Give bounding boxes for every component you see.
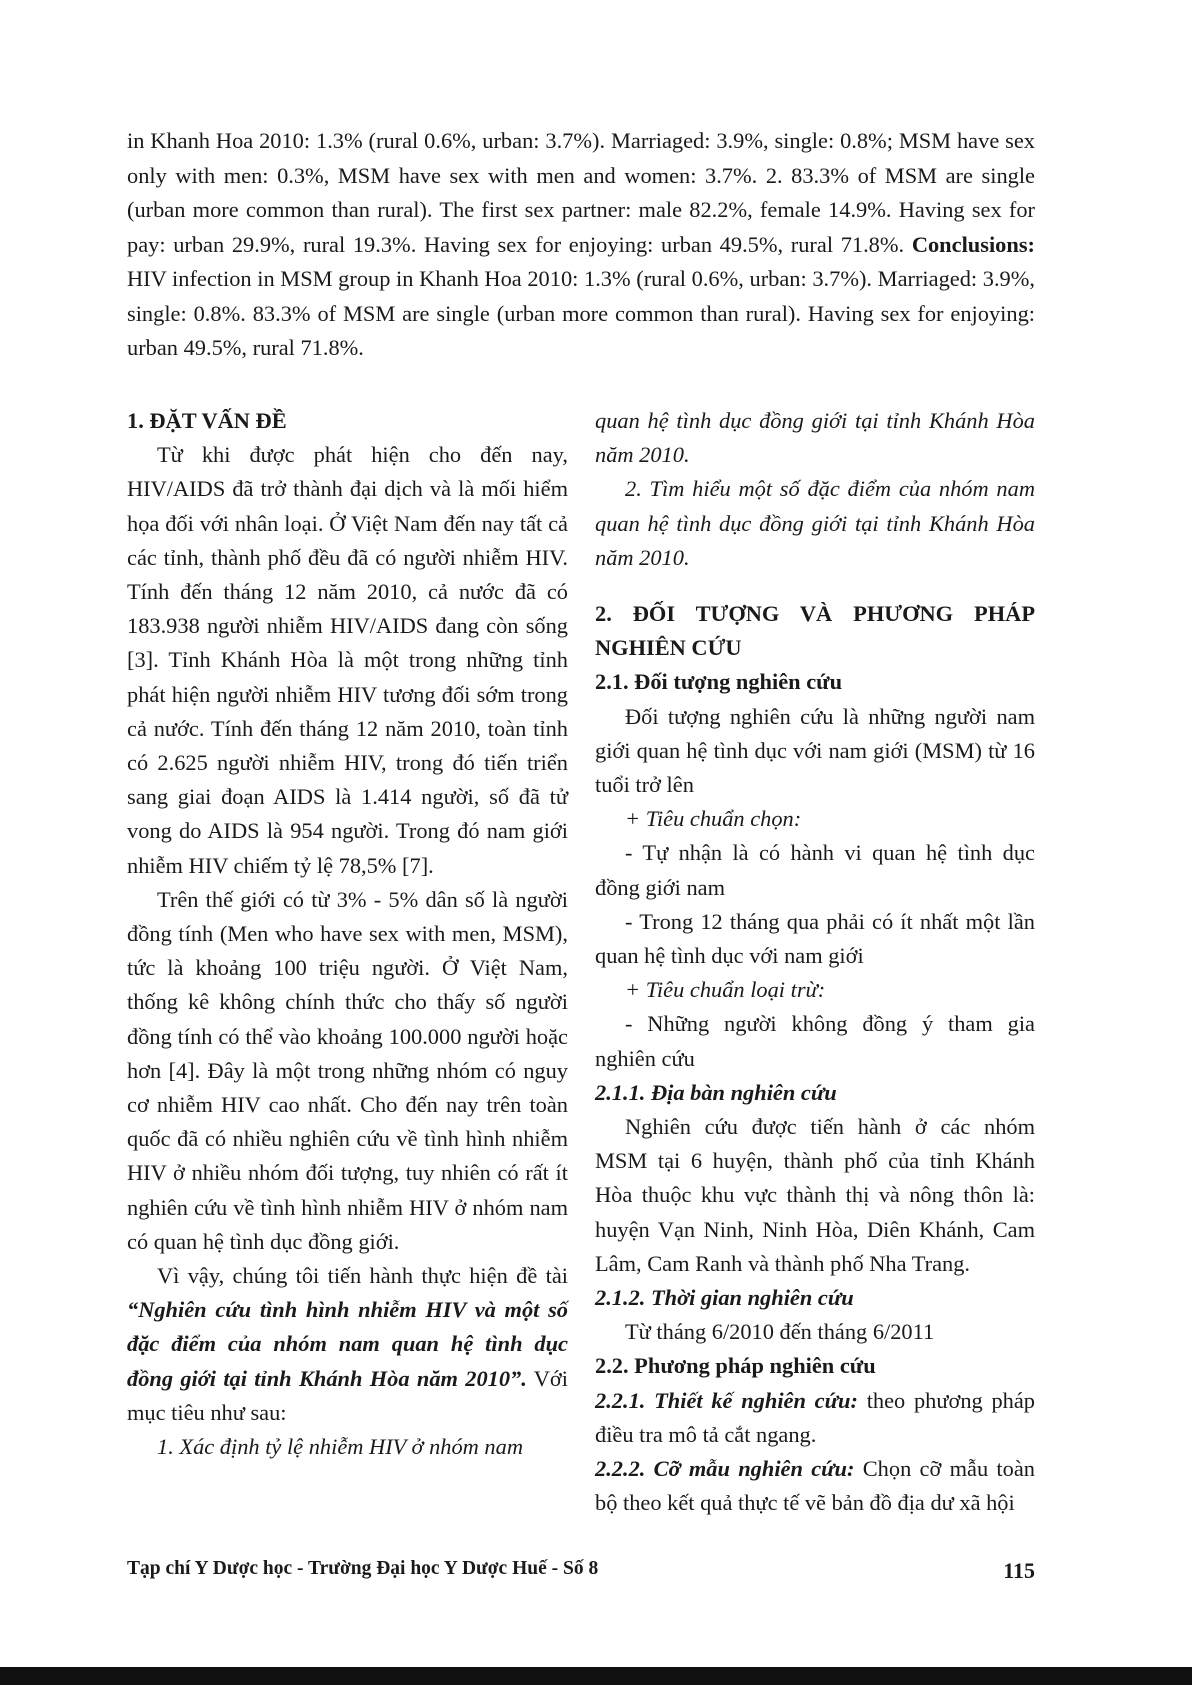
abstract-conclusions-text: HIV infection in MSM group in Khanh Hoa 2010: 1.3% (rural 0.6%, urban: 3.7%). Marriaged: 3.9%, single: 0.8%. 83.3% of MSM are single (urban more common than rural). Having sex for enjoying: urban 49.5%, rural 71.8%. [127, 266, 1035, 360]
subsection-2-2-2-heading: 2.2.2. Cỡ mẫu nghiên cứu: [595, 1456, 855, 1482]
inclusion-criterion-1: - Tự nhận là có hành vi quan hệ tình dục đồng giới nam [595, 840, 1035, 900]
objective-1-continued: quan hệ tình dục đồng giới tại tỉnh Khánh Hòa năm 2010. [595, 408, 1035, 468]
page-number: 115 [1003, 1558, 1035, 1583]
right-column [595, 404, 1035, 1521]
subjects-paragraph: Đối tượng nghiên cứu là những người nam giới quan hệ tình dục với nam giới (MSM) từ 16 tuổi trở lên [595, 703, 1035, 798]
intro-objective-lead: Với mục tiêu như sau: [127, 1365, 568, 1425]
left-column [127, 404, 568, 1464]
abstract-results-text: in Khanh Hoa 2010: 1.3% (rural 0.6%, urban: 3.7%). Marriaged: 3.9%, single: 0.8%; MSM have sex only with men: 0.3%, MSM have sex with men and women: 3.7%. 2. 83.3% of MSM are single (urban more common than rural). The first sex partner: male 82.2%, female 14.9%. Having sex for pay: urban 29.9%, rural 19.3%. Having sex for enjoying: urban 49.5%, rural 71.8%. [127, 128, 1035, 257]
exclusion-criteria-label: + Tiêu chuẩn loại trừ: [625, 977, 826, 1003]
sample-size-text: Chọn cỡ mẫu toàn bộ theo kết quả thực tế vẽ bản đồ địa dư xã hội [595, 1456, 1035, 1516]
exclusion-criterion-1: - Những người không đồng ý tham gia nghiên cứu [595, 1011, 1035, 1071]
section-heading-2: 2. ĐỐI TƯỢNG VÀ PHƯƠNG PHÁP NGHIÊN CỨU [595, 601, 1035, 661]
subsection-2-1-1-heading: 2.1.1. Địa bàn nghiên cứu [595, 1079, 837, 1105]
section-heading-1: 1. ĐẶT VẤN ĐỀ [127, 408, 287, 433]
journal-name: Tạp chí Y Dược học - Trường Đại học Y Dược Huế - Số 8 [127, 1558, 599, 1579]
intro-paragraph-2: Trên thế giới có từ 3% - 5% dân số là người đồng tính (Men who have sex with men, MSM), tức là khoảng 100 triệu người. Ở Việt Nam, thống kê không chính thức cho thấy số người đồng tính có thể vào khoảng 100.000 người hoặc hơn [4]. Đây là một trong những nhóm có nguy cơ nhiễm HIV cao nhất. Cho đến nay trên toàn quốc đã có nhiều nghiên cứu về tình hình nhiễm HIV ở nhiều nhóm đối tượng, tuy nhiên có rất ít nghiên cứu về tình hình nhiễm HIV ở nhóm nam có quan hệ tình dục đồng giới. [127, 886, 568, 1254]
scan-edge-bar [0, 1667, 1192, 1685]
subsection-2-2-1-heading: 2.2.1. Thiết kế nghiên cứu: [595, 1387, 858, 1413]
objective-1: 1. Xác định tỷ lệ nhiễm HIV ở nhóm nam [157, 1434, 523, 1460]
subsection-2-1-heading: 2.1. Đối tượng nghiên cứu [595, 669, 843, 695]
intro-lead-text: Vì vậy, chúng tôi tiến hành thực hiện đề tài [157, 1263, 568, 1289]
inclusion-criterion-2: - Trong 12 tháng qua phải có ít nhất một lần quan hệ tình dục với nam giới [595, 908, 1035, 969]
intro-paragraph-3 [127, 1259, 568, 1430]
subsection-2-1-2-heading: 2.1.2. Thời gian nghiên cứu [595, 1285, 854, 1311]
objective-2: 2. Tìm hiểu một số đặc điểm của nhóm nam quan hệ tình dục đồng giới tại tỉnh Khánh Hòa năm 2010. [595, 476, 1035, 570]
study-time-paragraph: Từ tháng 6/2010 đến tháng 6/2011 [625, 1319, 935, 1345]
sample-size-paragraph [595, 1452, 1035, 1520]
intro-paragraph-1: Từ khi được phát hiện cho đến nay, HIV/AIDS đã trở thành đại dịch và là mối hiểm họa đối với nhân loại. Ở Việt Nam đến nay tất cả các tỉnh, thành phố đều đã có người nhiễm HIV. Tính đến tháng 12 năm 2010, cả nước đã có 183.938 người nhiễm HIV/AIDS đang còn sống [3]. Tỉnh Khánh Hòa là một trong những tỉnh phát hiện người nhiễm HIV tương đối sớm trong cả nước. Tính đến tháng 12 năm 2010, toàn tỉnh có 2.625 người nhiễm HIV, trong đó tiến triển sang giai đoạn AIDS là 1.414 người, số đã tử vong do AIDS là 954 người. Trong đó nam giới nhiễm HIV chiếm tỷ lệ 78,5% [7]. [127, 442, 568, 878]
design-text: theo phương pháp điều tra mô tả cắt ngang. [595, 1387, 1036, 1447]
abstract-conclusions-label: Conclusions: [911, 231, 1035, 257]
design-paragraph [595, 1384, 1035, 1452]
inclusion-criteria-label: + Tiêu chuẩn chọn: [625, 806, 802, 832]
study-title: “Nghiên cứu tình hình nhiễm HIV và một số đặc điểm của nhóm nam quan hệ tình dục đồng giới tại tỉnh Khánh Hòa năm 2010”. [127, 1297, 568, 1391]
study-location-paragraph: Nghiên cứu được tiến hành ở các nhóm MSM tại 6 huyện, thành phố của tỉnh Khánh Hòa thuộc khu vực thành thị và nông thôn là: huyện Vạn Ninh, Ninh Hòa, Diên Khánh, Cam Lâm, Cam Ranh và thành phố Nha Trang. [595, 1114, 1035, 1276]
subsection-2-2-heading: 2.2. Phương pháp nghiên cứu [595, 1353, 876, 1379]
abstract-paragraph [127, 124, 1035, 366]
page-footer [127, 1558, 1035, 1583]
